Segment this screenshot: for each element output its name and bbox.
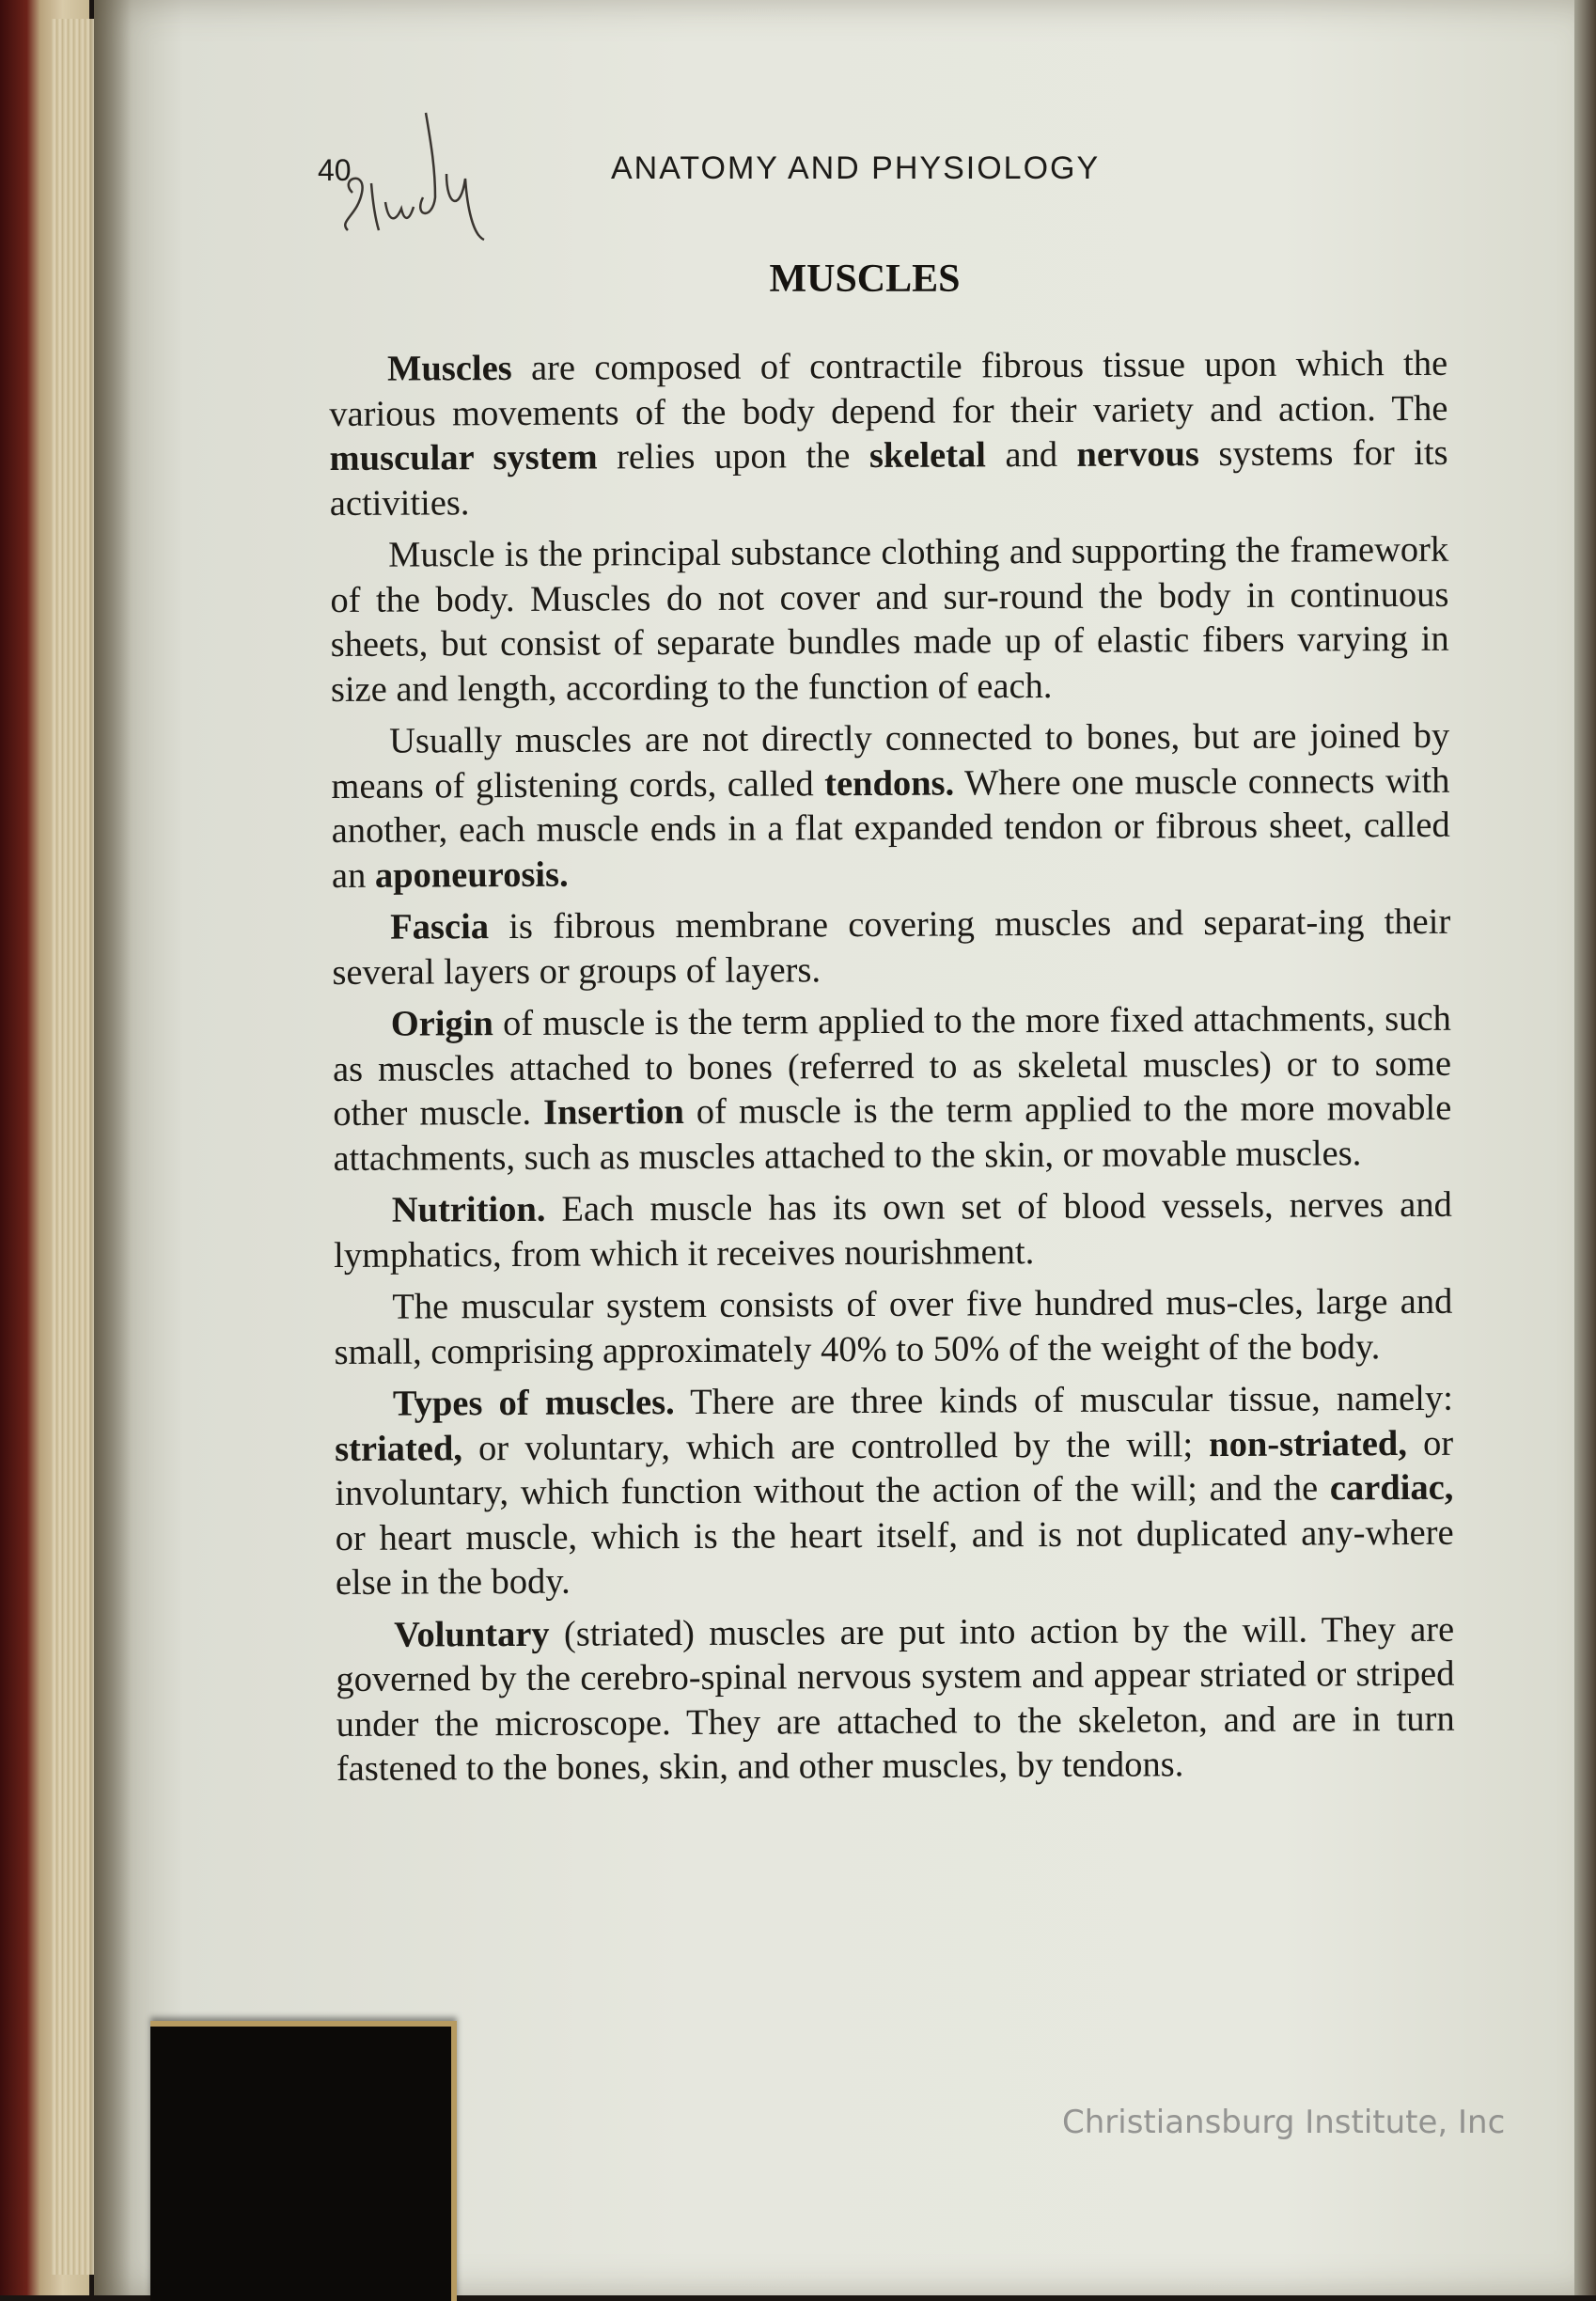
bold-term: Nutrition. [391,1189,546,1230]
text-run: Muscle is the principal substance clothing and supporting the framework of the body. Muscles do not cover and sur-round the body in continuous sheets, but consist of separate bundles made up of elastic fibers varying in size and length, according to the function of each. [330,529,1449,710]
running-head: ANATOMY AND PHYSIOLOGY [611,150,1101,186]
paragraph [334,1183,1452,1278]
paragraph [333,997,1452,1182]
bold-term: Voluntary [394,1614,550,1655]
text-run: systems for its activities. [329,432,1448,524]
text-run: of muscle is the term applied to the more movable attachments, such as muscles attached to the skin, or movable muscles. [333,1088,1452,1179]
text-run: is fibrous membrane covering muscles and separat-ing their several layers or groups of layers. [332,901,1451,993]
text-run: The muscular system consists of over five hundred mus-cles, large and small, comprising approximately 40% to 50% of the weight of the body. [334,1281,1453,1372]
bold-term: Types of muscles. [392,1383,675,1424]
handwritten-note-study [334,103,493,254]
text-run: relies upon the [597,435,870,477]
bold-term: nervous [1076,434,1200,475]
bold-term: skeletal [868,435,987,476]
paragraph [336,1607,1455,1792]
watermark: Christiansburg Institute, Inc [1062,2104,1506,2141]
text-run: and [985,434,1077,476]
text-run: There are three kinds of muscular tissue, namely: [674,1378,1453,1423]
bold-term: aponeurosis. [374,854,569,896]
body-text [329,342,1455,1800]
text-run: or involuntary, which function without the action of the will; and the [335,1423,1454,1513]
text-run: Usually muscles are not directly connected to bones, but are joined by means of glistening cords, called [331,715,1450,806]
text-run: Each muscle has its own set of blood vessels, nerves and lymphatics, from which it receives nourishment. [333,1184,1452,1276]
bold-term: striated, [335,1428,463,1469]
paragraph [329,342,1448,526]
paragraph [332,900,1450,995]
paragraph [335,1377,1454,1606]
page-right-edge [1574,0,1596,2295]
bold-term: Origin [390,1004,493,1044]
paragraph [334,1280,1452,1375]
text-run: (striated) muscles are put into action by the will. They are governed by the cerebro-spinal nervous system and appear striated or striped under the microscope. They are attached to the skeleton, and are in turn fastened to the bones, skin, and other muscles, by tendons. [336,1609,1455,1789]
bold-term: cardiac, [1329,1467,1454,1509]
bold-term: tendons. [824,763,955,804]
bold-term: Muscles [387,348,512,389]
bold-term: Fascia [390,907,490,947]
bold-term: Insertion [542,1092,684,1133]
corner-tab [150,2021,457,2301]
text-run: are composed of contractile fibrous tissue upon which the various movements of the body depend for their variety and action. The [329,343,1448,434]
text-run: or voluntary, which are controlled by the will; [462,1424,1210,1468]
text-run: of muscle is the term applied to the more fixed attachments, such as muscles attached to bones (referred to as skeletal muscles) or to some other muscle. [332,998,1452,1134]
text-run: or heart muscle, which is the heart itself, and is not duplicated any-where else in the body. [335,1512,1454,1603]
page-number: 40 [318,153,352,187]
section-title: MUSCLES [769,258,961,301]
bold-term: muscular system [329,437,598,478]
paragraph [331,714,1450,899]
text-run: Where one muscle connects with another, each muscle ends in a flat expanded tendon or fibrous sheet, called an [331,760,1450,896]
paragraph [330,528,1449,712]
bold-term: non-striated, [1209,1423,1408,1464]
binding-shadow [94,0,132,2295]
